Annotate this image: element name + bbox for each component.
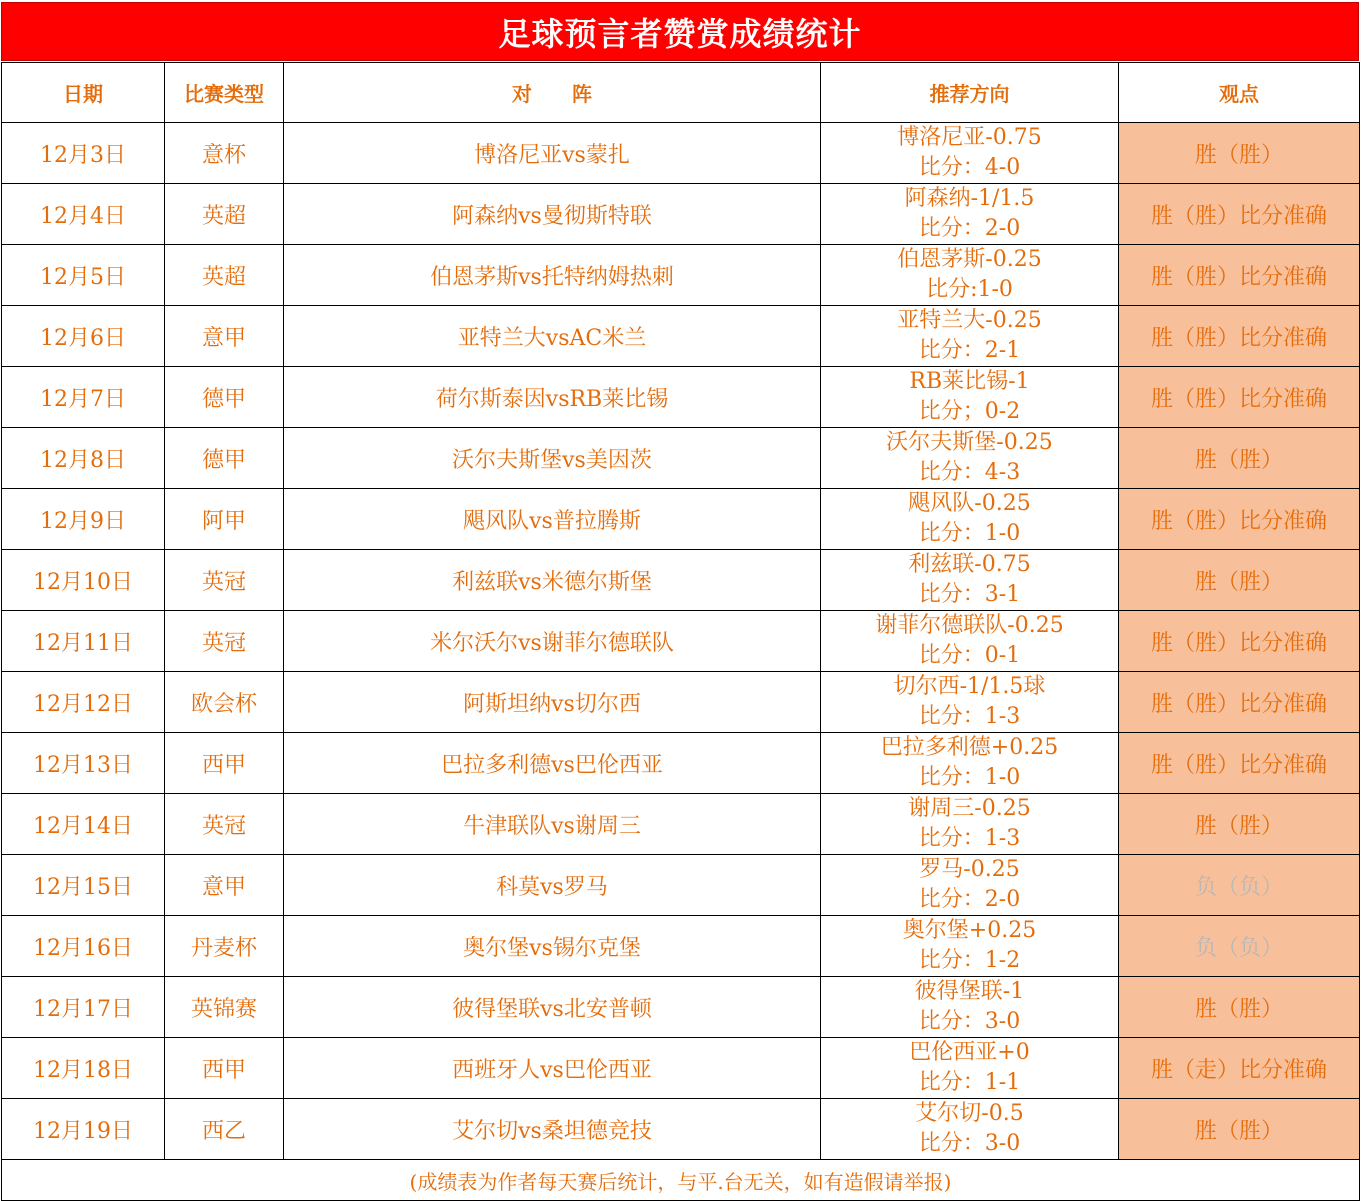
recommendation-line: 彼得堡联-1 xyxy=(914,979,1025,1004)
match-type-cell: 意甲 xyxy=(165,855,284,916)
match-cell: 西班牙人vs巴伦西亚 xyxy=(284,1038,821,1099)
date-cell: 12月8日 xyxy=(2,428,165,489)
footer-row xyxy=(2,1160,1360,1201)
recommendation-cell xyxy=(821,123,1119,184)
score-line: 比分：4-3 xyxy=(918,460,1021,485)
table-row xyxy=(2,672,1360,733)
match-type-cell: 丹麦杯 xyxy=(165,916,284,977)
match-cell: 亚特兰大vsAC米兰 xyxy=(284,306,821,367)
recommendation-line: 奥尔堡+0.25 xyxy=(902,918,1037,943)
date-cell: 12月12日 xyxy=(2,672,165,733)
table-row xyxy=(2,245,1360,306)
score-line: 比分：1-0 xyxy=(918,521,1021,546)
table-row xyxy=(2,489,1360,550)
match-type-cell: 英冠 xyxy=(165,611,284,672)
match-type-cell: 英超 xyxy=(165,245,284,306)
view-cell: 胜（胜） xyxy=(1119,123,1360,184)
recommendation-cell xyxy=(821,550,1119,611)
match-type-cell: 英冠 xyxy=(165,550,284,611)
match-type-cell: 意甲 xyxy=(165,306,284,367)
recommendation-line: 艾尔切-0.5 xyxy=(915,1101,1024,1126)
recommendation-cell xyxy=(821,184,1119,245)
recommendation-cell xyxy=(821,367,1119,428)
score-line: 比分：0-1 xyxy=(918,643,1021,668)
score-line: 比分：3-0 xyxy=(918,1009,1021,1034)
score-line: 比分：3-0 xyxy=(918,1131,1021,1156)
date-cell: 12月17日 xyxy=(2,977,165,1038)
recommendation-line: RB莱比锡-1 xyxy=(909,369,1030,394)
date-cell: 12月15日 xyxy=(2,855,165,916)
score-line: 比分：2-0 xyxy=(918,216,1021,241)
match-type-cell: 英冠 xyxy=(165,794,284,855)
table-row xyxy=(2,550,1360,611)
view-cell: 胜（胜）比分准确 xyxy=(1119,611,1360,672)
match-cell: 彼得堡联vs北安普顿 xyxy=(284,977,821,1038)
recommendation-cell xyxy=(821,672,1119,733)
recommendation-cell xyxy=(821,489,1119,550)
view-cell: 胜（胜）比分准确 xyxy=(1119,184,1360,245)
date-cell: 12月16日 xyxy=(2,916,165,977)
date-cell: 12月4日 xyxy=(2,184,165,245)
recommendation-line: 利兹联-0.75 xyxy=(908,552,1031,577)
match-type-cell: 西甲 xyxy=(165,1038,284,1099)
match-cell: 飓风队vs普拉腾斯 xyxy=(284,489,821,550)
score-line: 比分:1-0 xyxy=(926,277,1013,302)
recommendation-line: 飓风队-0.25 xyxy=(908,491,1031,516)
recommendation-cell xyxy=(821,977,1119,1038)
match-cell: 伯恩茅斯vs托特纳姆热刺 xyxy=(284,245,821,306)
match-type-cell: 西甲 xyxy=(165,733,284,794)
match-cell: 荷尔斯泰因vsRB莱比锡 xyxy=(284,367,821,428)
match-type-cell: 阿甲 xyxy=(165,489,284,550)
recommendation-line: 巴伦西亚+0 xyxy=(909,1040,1030,1065)
table-row xyxy=(2,977,1360,1038)
match-type-cell: 英锦赛 xyxy=(165,977,284,1038)
view-cell: 胜（胜）比分准确 xyxy=(1119,367,1360,428)
score-line: 比分：1-3 xyxy=(918,826,1021,851)
recommendation-cell xyxy=(821,1099,1119,1160)
recommendation-line: 沃尔夫斯堡-0.25 xyxy=(886,430,1053,455)
header-direction: 推荐方向 xyxy=(821,63,1119,123)
view-cell: 胜（胜）比分准确 xyxy=(1119,733,1360,794)
recommendation-cell xyxy=(821,916,1119,977)
header-row xyxy=(2,63,1360,123)
match-cell: 博洛尼亚vs蒙扎 xyxy=(284,123,821,184)
match-type-cell: 欧会杯 xyxy=(165,672,284,733)
table-row xyxy=(2,1099,1360,1160)
recommendation-line: 亚特兰大-0.25 xyxy=(897,308,1042,333)
table-row xyxy=(2,733,1360,794)
recommendation-line: 罗马-0.25 xyxy=(919,857,1020,882)
recommendation-cell xyxy=(821,794,1119,855)
match-cell: 巴拉多利德vs巴伦西亚 xyxy=(284,733,821,794)
match-cell: 利兹联vs米德尔斯堡 xyxy=(284,550,821,611)
view-cell: 负（负） xyxy=(1119,855,1360,916)
view-cell: 胜（胜） xyxy=(1119,550,1360,611)
match-type-cell: 英超 xyxy=(165,184,284,245)
date-cell: 12月18日 xyxy=(2,1038,165,1099)
view-cell: 胜（胜） xyxy=(1119,794,1360,855)
score-line: 比分：1-1 xyxy=(918,1070,1021,1095)
recommendation-cell xyxy=(821,428,1119,489)
date-cell: 12月9日 xyxy=(2,489,165,550)
score-line: 比分：2-1 xyxy=(918,338,1021,363)
match-cell: 米尔沃尔vs谢菲尔德联队 xyxy=(284,611,821,672)
recommendation-line: 阿森纳-1/1.5 xyxy=(904,186,1035,211)
table-body xyxy=(2,123,1360,1160)
recommendation-line: 谢周三-0.25 xyxy=(908,796,1031,821)
view-cell: 胜（胜）比分准确 xyxy=(1119,672,1360,733)
view-cell: 胜（走）比分准确 xyxy=(1119,1038,1360,1099)
date-cell: 12月6日 xyxy=(2,306,165,367)
header-match-type: 比赛类型 xyxy=(165,63,284,123)
recommendation-cell xyxy=(821,733,1119,794)
match-cell: 艾尔切vs桑坦德竞技 xyxy=(284,1099,821,1160)
header-match: 对 阵 xyxy=(284,63,821,123)
match-cell: 阿森纳vs曼彻斯特联 xyxy=(284,184,821,245)
header-view: 观点 xyxy=(1119,63,1360,123)
table-row xyxy=(2,184,1360,245)
table-row xyxy=(2,916,1360,977)
sheet-title: 足球预言者赞赏成绩统计 xyxy=(1,2,1359,61)
recommendation-cell xyxy=(821,245,1119,306)
score-line: 比分：3-1 xyxy=(918,582,1021,607)
table-row xyxy=(2,123,1360,184)
view-cell: 胜（胜） xyxy=(1119,1099,1360,1160)
match-cell: 牛津联队vs谢周三 xyxy=(284,794,821,855)
date-cell: 12月10日 xyxy=(2,550,165,611)
recommendation-cell xyxy=(821,855,1119,916)
date-cell: 12月14日 xyxy=(2,794,165,855)
recommendation-line: 巴拉多利德+0.25 xyxy=(880,735,1059,760)
recommendation-line: 谢菲尔德联队-0.25 xyxy=(875,613,1064,638)
recommendation-cell xyxy=(821,1038,1119,1099)
table-row xyxy=(2,1038,1360,1099)
table-row xyxy=(2,794,1360,855)
recommendation-line: 伯恩茅斯-0.25 xyxy=(897,247,1042,272)
date-cell: 12月3日 xyxy=(2,123,165,184)
date-cell: 12月7日 xyxy=(2,367,165,428)
view-cell: 胜（胜） xyxy=(1119,977,1360,1038)
score-line: 比分：1-3 xyxy=(918,704,1021,729)
table-row xyxy=(2,611,1360,672)
view-cell: 胜（胜）比分准确 xyxy=(1119,489,1360,550)
header-date: 日期 xyxy=(2,63,165,123)
score-line: 比分：2-0 xyxy=(918,887,1021,912)
table-row xyxy=(2,428,1360,489)
table-row xyxy=(2,306,1360,367)
match-type-cell: 西乙 xyxy=(165,1099,284,1160)
view-cell: 胜（胜）比分准确 xyxy=(1119,306,1360,367)
date-cell: 12月19日 xyxy=(2,1099,165,1160)
view-cell: 胜（胜） xyxy=(1119,428,1360,489)
match-cell: 奥尔堡vs锡尔克堡 xyxy=(284,916,821,977)
score-line: 比分；0-2 xyxy=(918,399,1021,424)
date-cell: 12月5日 xyxy=(2,245,165,306)
recommendation-cell xyxy=(821,611,1119,672)
table-row xyxy=(2,855,1360,916)
footer-note: (成绩表为作者每天赛后统计，与平.台无关，如有造假请举报) xyxy=(2,1160,1360,1201)
score-line: 比分：1-0 xyxy=(918,765,1021,790)
view-cell: 负（负） xyxy=(1119,916,1360,977)
score-line: 比分：4-0 xyxy=(918,155,1021,180)
view-cell: 胜（胜）比分准确 xyxy=(1119,245,1360,306)
match-cell: 沃尔夫斯堡vs美因茨 xyxy=(284,428,821,489)
match-cell: 阿斯坦纳vs切尔西 xyxy=(284,672,821,733)
recommendation-cell xyxy=(821,306,1119,367)
match-type-cell: 意杯 xyxy=(165,123,284,184)
match-type-cell: 德甲 xyxy=(165,428,284,489)
date-cell: 12月11日 xyxy=(2,611,165,672)
table-row xyxy=(2,367,1360,428)
match-type-cell: 德甲 xyxy=(165,367,284,428)
match-cell: 科莫vs罗马 xyxy=(284,855,821,916)
recommendation-line: 博洛尼亚-0.75 xyxy=(897,125,1042,150)
date-cell: 12月13日 xyxy=(2,733,165,794)
score-line: 比分：1-2 xyxy=(918,948,1021,973)
results-table xyxy=(1,62,1360,1201)
recommendation-line: 切尔西-1/1.5球 xyxy=(893,674,1046,699)
